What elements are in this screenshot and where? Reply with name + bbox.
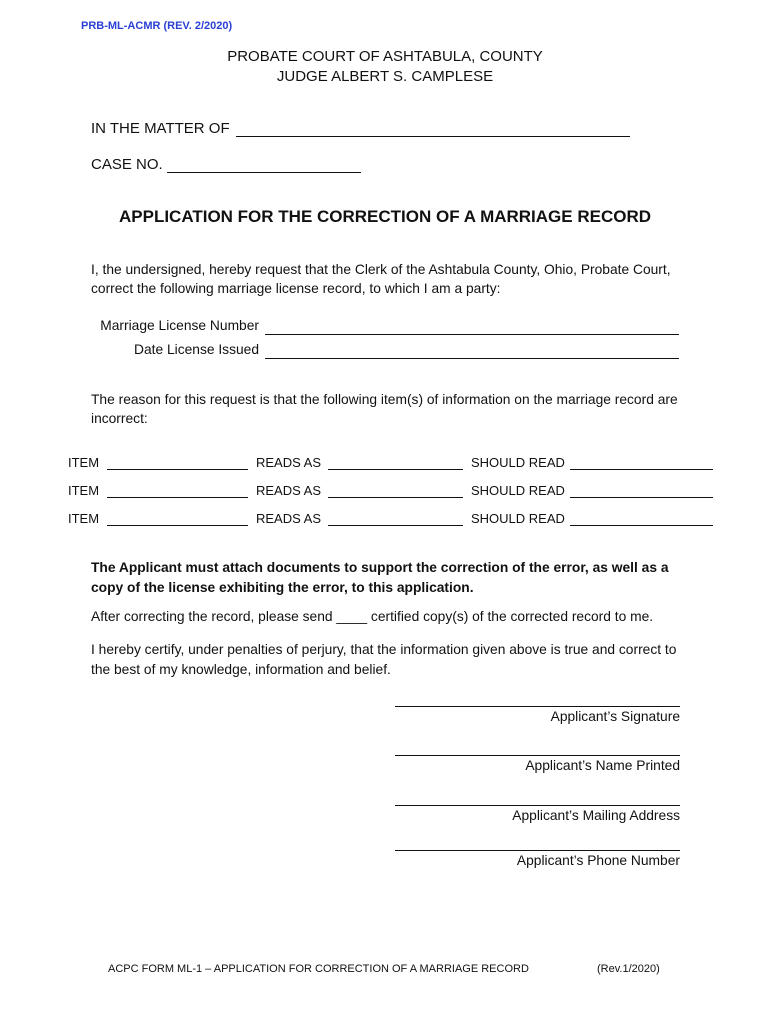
reason-paragraph: The reason for this request is that the following item(s) of information on the marriage record are incorrect: xyxy=(91,392,678,426)
date-issued-label: Date License Issued xyxy=(133,342,259,357)
reads-as-label: READS AS xyxy=(256,511,322,526)
footer-form-name: ACPC FORM ML-1 – APPLICATION FOR CORRECTION OF A MARRIAGE RECORD xyxy=(108,963,529,975)
item-label: ITEM xyxy=(68,511,100,526)
item-label: ITEM xyxy=(68,483,100,498)
should-read-field[interactable] xyxy=(570,525,713,526)
mailing-address-field[interactable] xyxy=(395,805,680,806)
should-read-label: SHOULD READ xyxy=(471,483,565,498)
item-field[interactable] xyxy=(107,525,248,526)
item-field[interactable] xyxy=(107,497,248,498)
intro-paragraph: I, the undersigned, hereby request that the Clerk of the Ashtabula County, Ohio, Probate Court, correct the following marriage license record, to which I am a party: xyxy=(91,262,671,296)
name-printed-field[interactable] xyxy=(395,755,680,756)
name-printed-label: Applicant’s Name Printed xyxy=(525,758,680,773)
court-name: PROBATE COURT OF ASHTABULA, COUNTY xyxy=(227,48,543,65)
phone-label: Applicant’s Phone Number xyxy=(516,853,680,868)
should-read-field[interactable] xyxy=(570,469,713,470)
phone-field[interactable] xyxy=(395,850,680,851)
reads-as-field[interactable] xyxy=(328,497,463,498)
item-field[interactable] xyxy=(107,469,248,470)
should-read-field[interactable] xyxy=(570,497,713,498)
case-label: CASE NO. xyxy=(91,156,163,173)
case-number-field[interactable] xyxy=(167,172,361,173)
page-title: APPLICATION FOR THE CORRECTION OF A MARRIAGE RECORD xyxy=(118,207,652,226)
reads-as-label: READS AS xyxy=(256,483,322,498)
should-read-label: SHOULD READ xyxy=(471,455,565,470)
reads-as-label: READS AS xyxy=(256,455,322,470)
matter-field[interactable] xyxy=(236,136,630,137)
footer-revision: (Rev.1/2020) xyxy=(597,963,660,975)
reads-as-field[interactable] xyxy=(328,469,463,470)
reads-as-field[interactable] xyxy=(328,525,463,526)
item-label: ITEM xyxy=(68,455,100,470)
should-read-label: SHOULD READ xyxy=(471,511,565,526)
matter-label: IN THE MATTER OF xyxy=(91,120,230,137)
judge-name: JUDGE ALBERT S. CAMPLESE xyxy=(276,68,494,85)
mailing-address-label: Applicant’s Mailing Address xyxy=(512,808,680,823)
form-code: PRB-ML-ACMR (REV. 2/2020) xyxy=(81,20,233,32)
copies-request: After correcting the record, please send ____ certified copy(s) of the corrected record to me. xyxy=(91,609,654,624)
date-issued-field[interactable] xyxy=(265,358,679,359)
signature-field[interactable] xyxy=(395,706,680,707)
certification-statement: I hereby certify, under penalties of perjury, that the information given above is true and correct to the best of my knowledge, information and belief. xyxy=(91,642,677,677)
license-number-label: Marriage License Number xyxy=(100,318,259,333)
signature-label: Applicant’s Signature xyxy=(550,709,680,724)
attachment-notice: The Applicant must attach documents to support the correction of the error, as well as a copy of the license exhibiting the error, to this application. xyxy=(91,560,669,595)
license-number-field[interactable] xyxy=(265,334,679,335)
